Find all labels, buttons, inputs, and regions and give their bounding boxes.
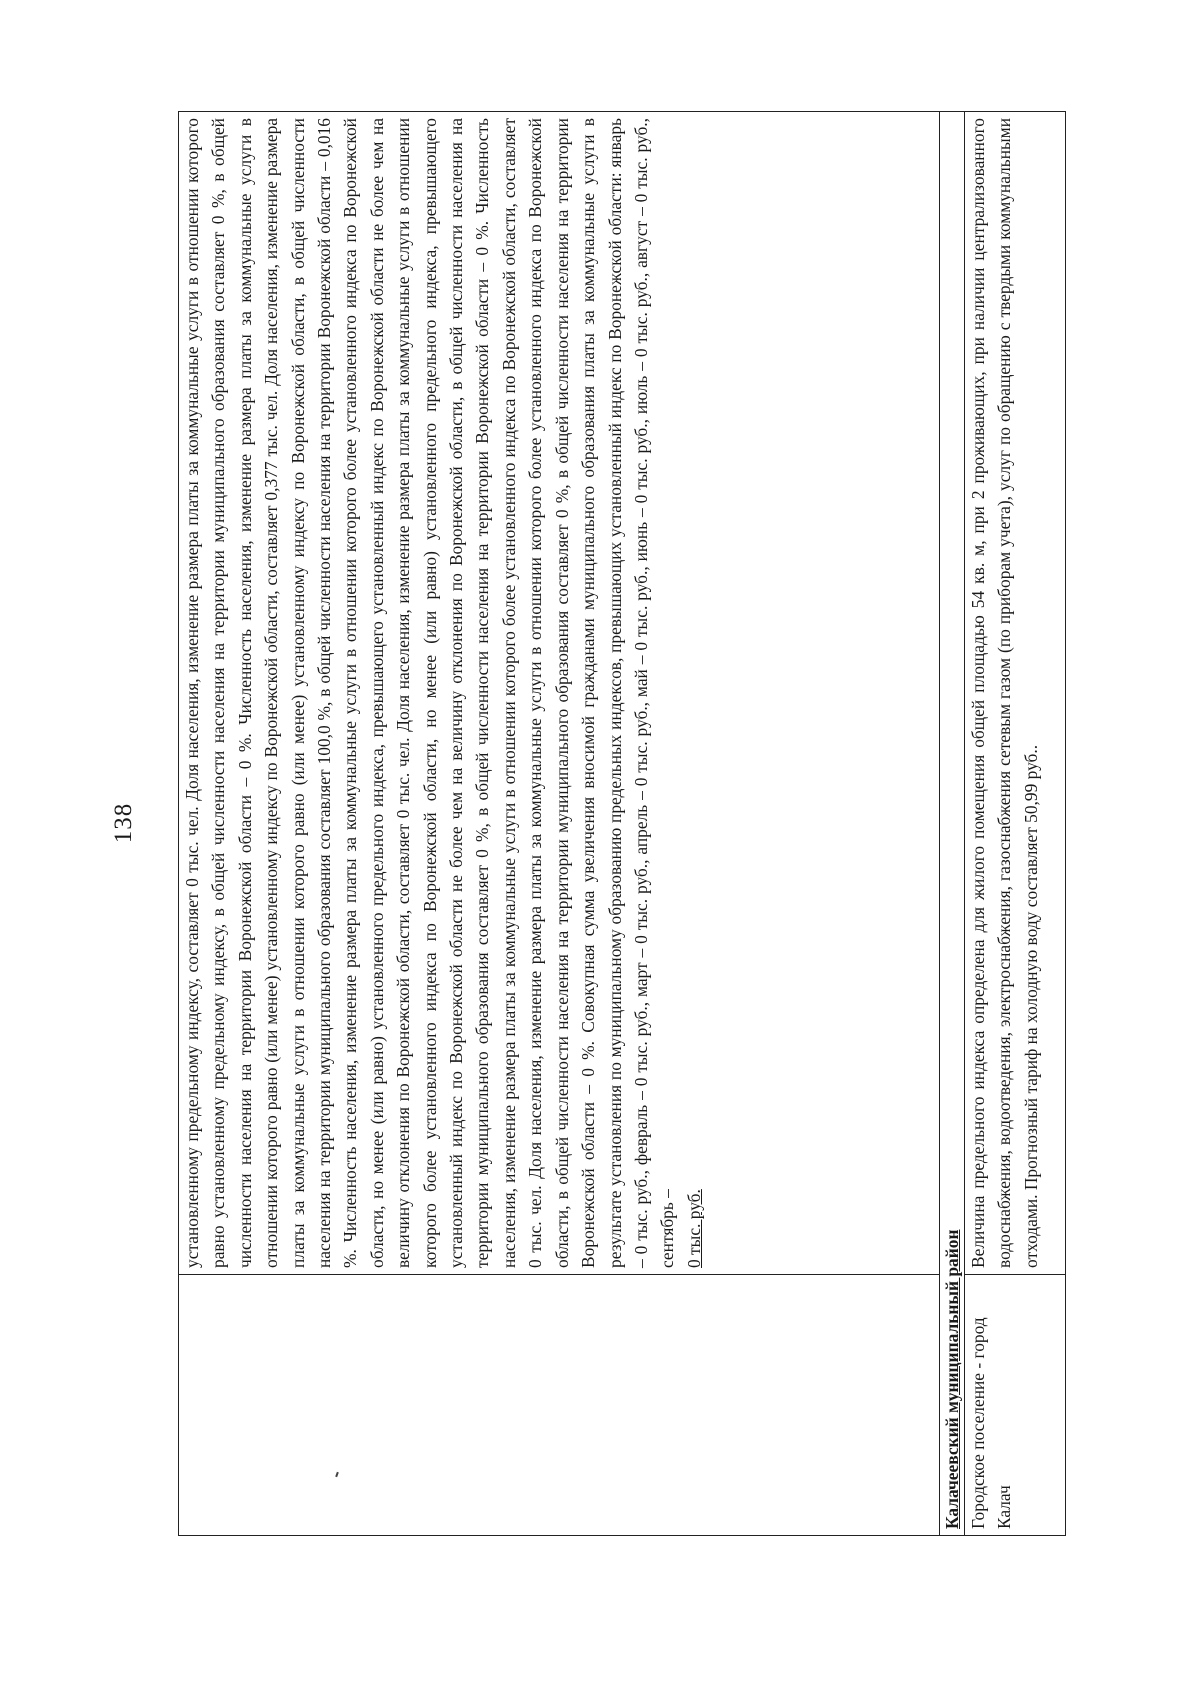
description-text: установленному предельному индексу, составляет 0 тыс. чел. Доля населения, изменение размера платы за коммунальные услуги в отношении которого равно установленному предельному индексу, в общей численности населения на территории муниципального образования составляет 0 %, в общей численности населения на территории Воронежской области – 0 %. Численность населения, изменение размера платы за коммунальные услуги в отношении которого равно (или менее) установленному индексу по Воронежской области, составляет 0,377 тыс. чел. Доля населения, изменение размера платы за коммунальные услуги в отношении которого равно (или менее) установленному индексу по Воронежской области, в общей численности населения на территории муниципального образования составляет 100,0 %, в общей численности населения на территории Воронежской области – 0,016 %. Численность населения, изменение размера платы за коммунальные услуги в отношении которого более установленного индекса по Воронежской области, но менее (или равно) установленного предельного индекса, превышающего установленный индекс по Воронежской области не более чем на величину отклонения по Воронежской области, составляет 0 тыс. чел. Доля населения, изменение размера платы за коммунальные услуги в отношении которого более установленного индекса по Воронежской области, но менее (или равно) установленного предельного индекса, превышающего установленный индекс по Воронежской области не более чем на величину отклонения по Воронежской области, в общей численности населения на территории муниципального образования составляет 0 %, в общей численности населения на территории Воронежской области – 0 %. Численность населения, изменение размера платы за коммунальные услуги в отношении которого более установленного индекса по Воронежской области, составляет 0 тыс. чел. Доля населения, изменение размера платы за коммунальные услуги в отношении которого более установленного индекса по Воронежской области, в общей численности населения на территории муниципального образования составляет 0 %, в общей численности населения на территории Воронежской области – 0 %. Совокупная сумма увеличения вносимой гражданами муниципального образования платы за коммунальные услуги в результате установления по муниципальному образованию предельных индексов, превышающих установленный индекс по Воронежской области: январь – 0 тыс. руб., февраль – 0 тыс. руб., март – 0 тыс. руб., апрель – 0 тыс. руб., май – 0 тыс. руб., июнь – 0 тыс. руб., июль – 0 тыс. руб., август – 0 тыс. руб., сентябрь – bbox=[182, 118, 678, 1268]
section-row bbox=[940, 112, 965, 1536]
description-cell bbox=[179, 112, 940, 1275]
table-row bbox=[179, 112, 940, 1536]
rotated-page bbox=[92, 98, 1092, 1548]
municipality-cell bbox=[179, 1275, 940, 1536]
index-table bbox=[178, 111, 1066, 1536]
page-number: 138 bbox=[110, 802, 137, 844]
section-title: Калачеевский муниципальный район bbox=[940, 112, 965, 1536]
municipality-cell: Городское поселение - город Калач bbox=[965, 1275, 1066, 1536]
description-text-end: 0 тыс. руб. bbox=[683, 1189, 704, 1268]
table-row bbox=[965, 112, 1066, 1536]
description-cell: Величина предельного индекса определена для жилого помещения общей площадью 54 кв. м, при 2 проживающих, при наличии централизованного водоснабжения, водоотведения, электроснабжения, газоснабжения сетевым газом (по приборам учета), услуг по обращению с твердыми коммунальными отходами. Прогнозный тариф на холодную воду составляет 50,99 руб.. bbox=[965, 112, 1066, 1275]
